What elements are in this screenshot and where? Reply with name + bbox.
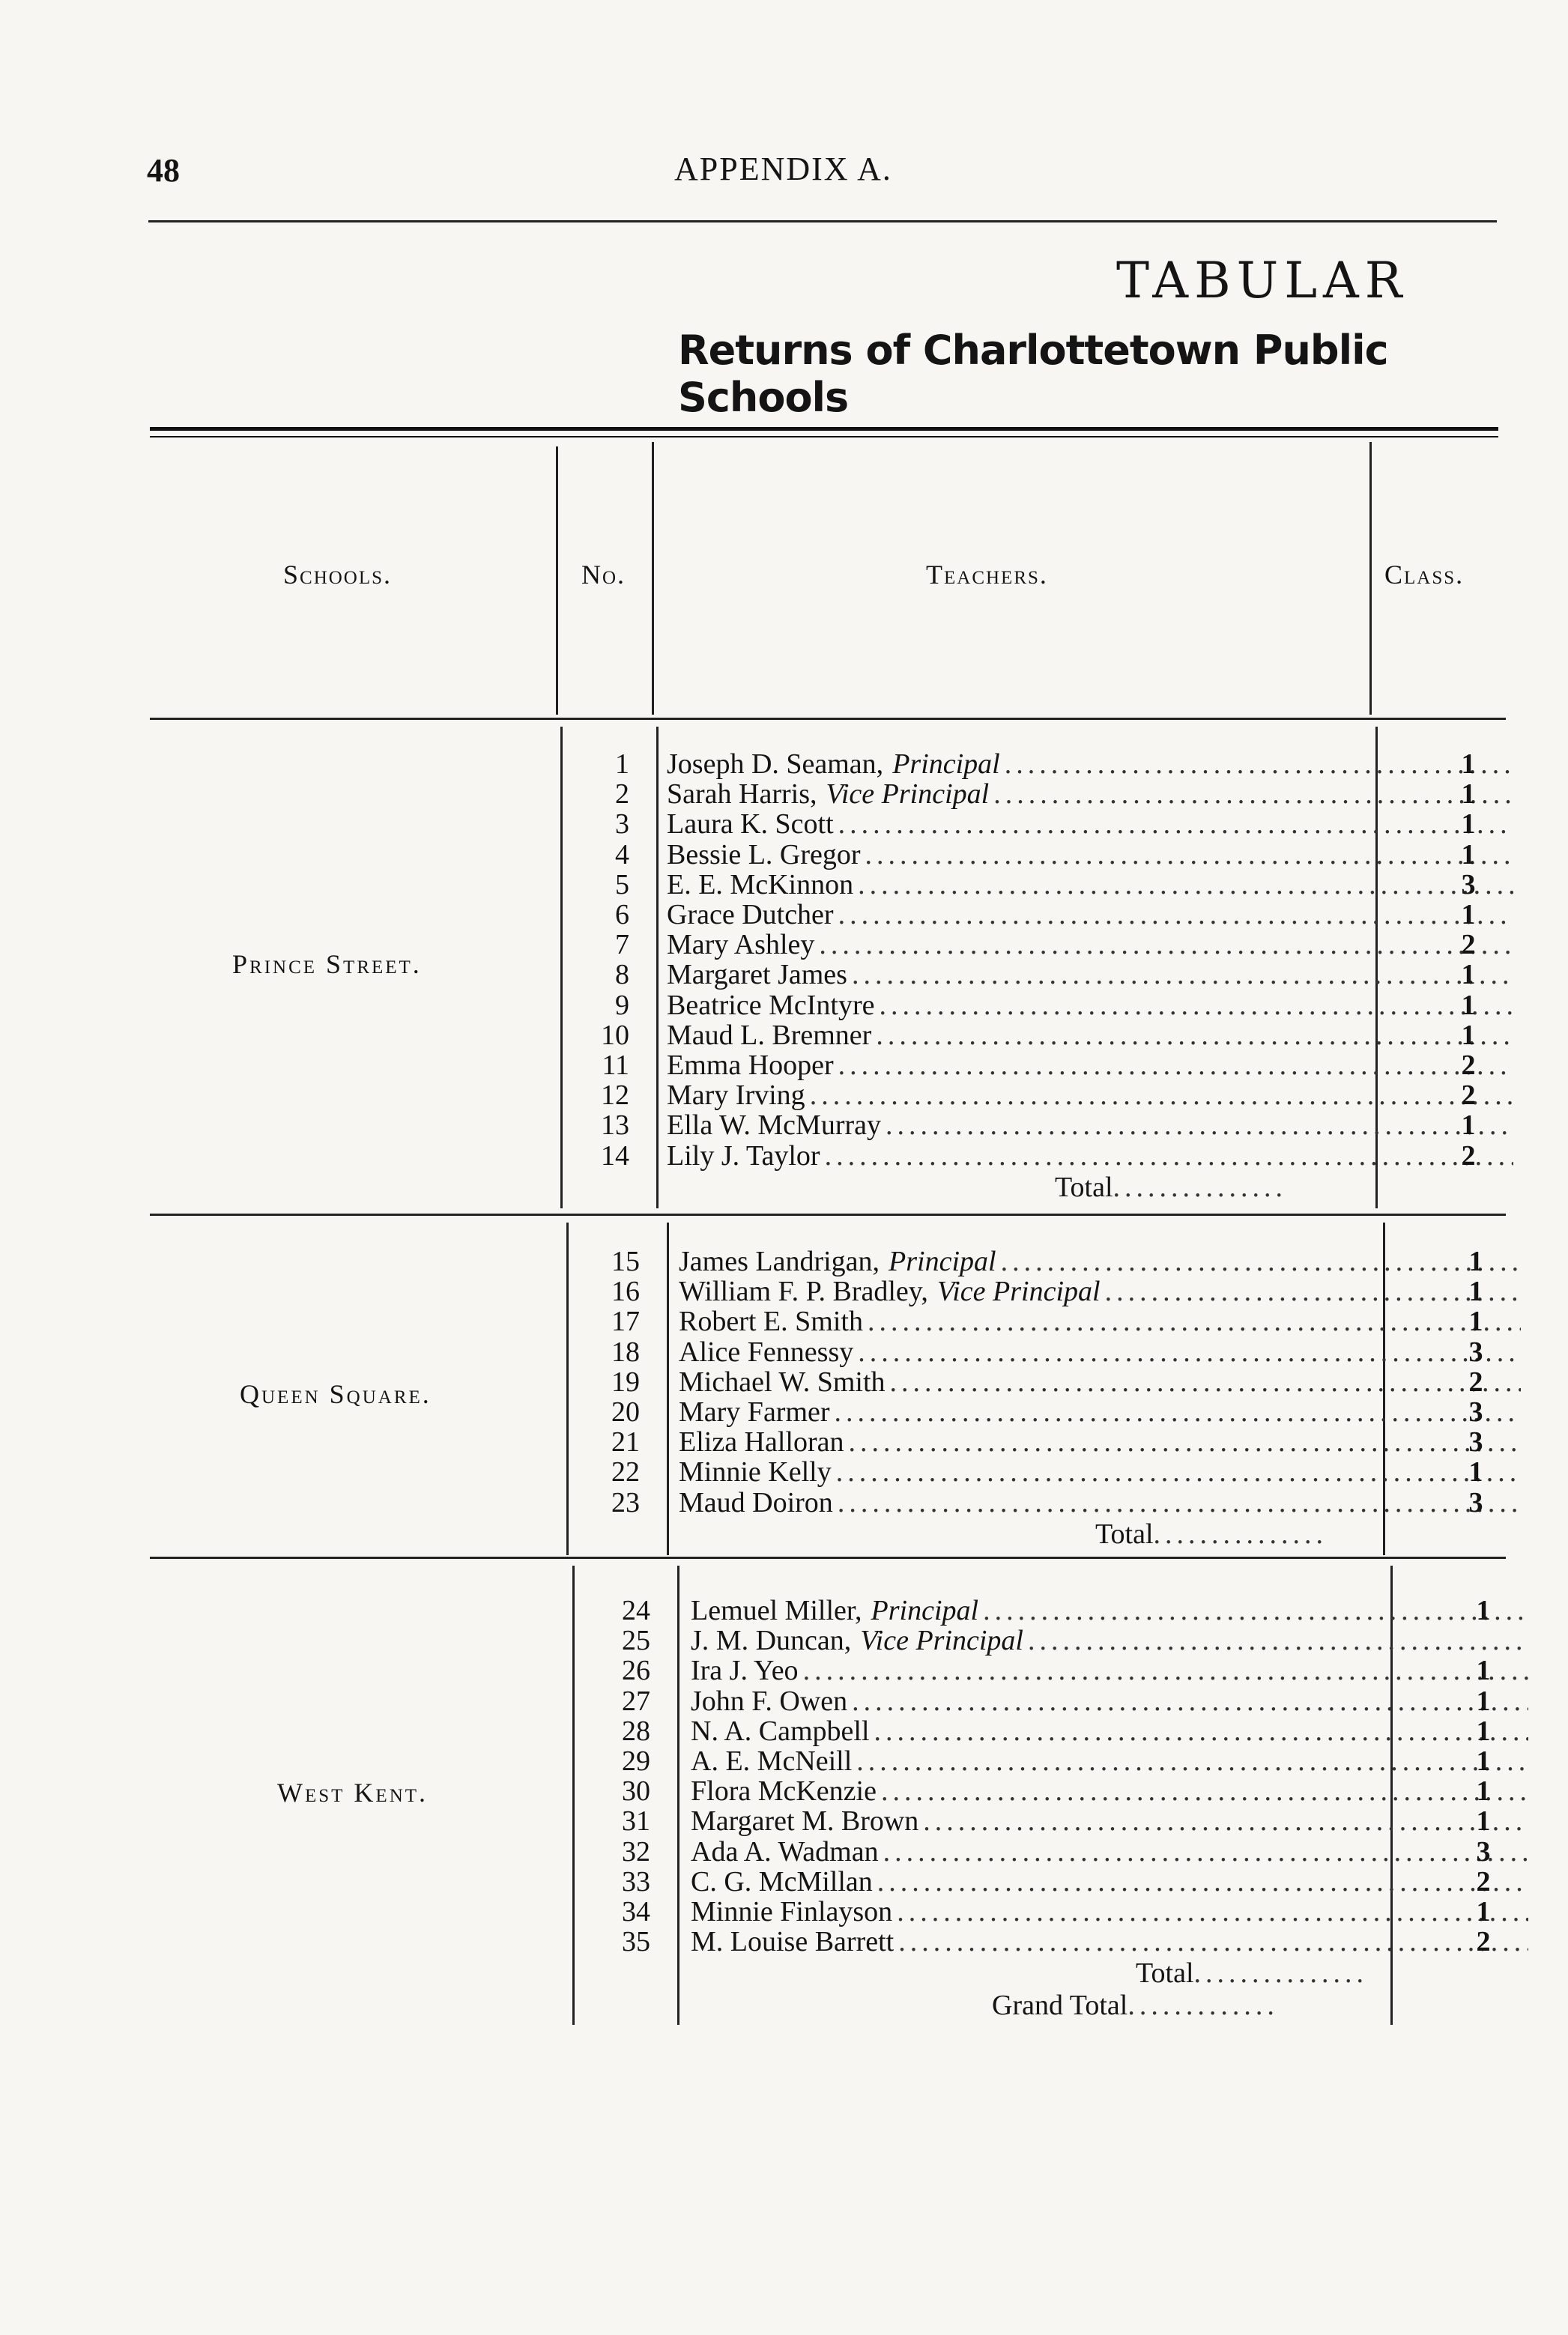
teacher-cell <box>691 1897 1528 1927</box>
leader-dots <box>830 1397 1521 1427</box>
table-row <box>150 960 1506 990</box>
row-number: 23 <box>611 1486 640 1518</box>
table-row <box>150 1776 1506 1806</box>
leader-dots <box>877 1776 1528 1806</box>
teacher-role: Principal <box>871 1596 979 1626</box>
teacher-cell <box>691 1746 1528 1776</box>
teacher-name: John F. Owen <box>691 1686 848 1716</box>
teacher-cell <box>667 960 1513 990</box>
leader-dots: ............... <box>1153 1518 1328 1550</box>
table-row <box>150 1276 1506 1306</box>
row-number: 21 <box>611 1426 640 1459</box>
teacher-name: Ira J. Yeo <box>691 1656 799 1686</box>
column-divider <box>1369 442 1372 715</box>
leader-dots <box>832 1457 1521 1487</box>
row-number: 4 <box>615 838 629 870</box>
table-row <box>150 900 1506 930</box>
class-value: 3 <box>1461 868 1476 900</box>
teacher-name: Minnie Finlayson <box>691 1897 893 1927</box>
teacher-name: Sarah Harris, <box>667 779 817 810</box>
table-row <box>150 1686 1506 1716</box>
class-value: 1 <box>1476 1896 1491 1927</box>
teacher-cell <box>667 1050 1513 1080</box>
teacher-cell <box>679 1306 1521 1336</box>
teacher-cell <box>679 1488 1521 1518</box>
teacher-role: Principal <box>889 1247 996 1276</box>
teacher-cell <box>667 900 1513 930</box>
table-top-rule-inner <box>150 436 1498 437</box>
teacher-cell <box>667 809 1513 839</box>
teacher-cell <box>691 1927 1528 1957</box>
row-number: 3 <box>615 808 629 841</box>
teacher-cell <box>679 1427 1521 1457</box>
teacher-name: N. A. Campbell <box>691 1715 870 1746</box>
row-number: 2 <box>615 778 629 811</box>
leader-dots <box>834 900 1513 930</box>
leader-dots <box>847 1686 1528 1716</box>
class-value: 3 <box>1468 1486 1483 1518</box>
table-row <box>150 749 1506 779</box>
leader-dots <box>1023 1626 1528 1656</box>
teacher-cell <box>691 1806 1528 1836</box>
teacher-cell <box>679 1457 1521 1487</box>
row-number: 22 <box>611 1456 640 1488</box>
row-number: 1 <box>615 748 629 780</box>
teacher-name: Ada A. Wadman <box>691 1836 879 1867</box>
leader-dots <box>870 1716 1528 1746</box>
row-number: 6 <box>615 899 629 930</box>
teacher-name: Robert E. Smith <box>679 1306 863 1337</box>
column-divider <box>652 442 654 715</box>
teacher-name: Minnie Kelly <box>679 1457 832 1488</box>
table-row <box>150 1746 1506 1776</box>
section-1 <box>150 1214 1506 1563</box>
teacher-name: Flora McKenzie <box>691 1776 877 1807</box>
teacher-cell <box>691 1776 1528 1806</box>
class-value: 3 <box>1468 1426 1483 1459</box>
leader-dots <box>871 1020 1513 1050</box>
table-row <box>150 1050 1506 1080</box>
column-header-class: Class. <box>1384 560 1465 590</box>
table-row <box>150 1080 1506 1110</box>
table-row <box>150 809 1506 839</box>
table-row <box>150 1306 1506 1336</box>
teacher-name: Bessie L. Gregor <box>667 839 861 870</box>
leader-dots <box>852 1746 1528 1776</box>
teacher-cell <box>679 1367 1521 1397</box>
class-value: 1 <box>1476 1805 1491 1838</box>
leader-dots <box>834 809 1513 839</box>
total-label: Total <box>1095 1518 1154 1550</box>
leader-dots <box>814 930 1513 960</box>
grand-total-label: Grand Total <box>992 1989 1128 2021</box>
table-row <box>150 1020 1506 1050</box>
leader-dots: ............. <box>1127 1989 1279 2021</box>
class-value: 1 <box>1461 1109 1476 1142</box>
table-subtitle: Returns of Charlottetown Public Schools <box>678 327 1388 421</box>
column-divider <box>556 446 558 715</box>
teacher-role: Principal <box>892 749 1000 779</box>
leader-dots <box>805 1080 1513 1110</box>
leader-dots <box>820 1141 1513 1171</box>
row-number: 9 <box>615 989 629 1021</box>
section-2 <box>150 1557 1506 2032</box>
class-value: 1 <box>1461 1019 1476 1051</box>
row-number: 13 <box>601 1109 629 1142</box>
class-value: 3 <box>1476 1835 1491 1868</box>
teacher-name: Michael W. Smith <box>679 1366 886 1397</box>
leader-dots <box>863 1306 1521 1336</box>
row-number: 32 <box>622 1835 650 1868</box>
teacher-name: E. E. McKinnon <box>667 869 854 900</box>
teacher-cell <box>667 1020 1513 1050</box>
leader-dots <box>886 1367 1522 1397</box>
row-number: 33 <box>622 1865 650 1898</box>
leader-dots <box>879 1837 1528 1867</box>
leader-dots <box>853 870 1513 900</box>
section-rule <box>150 1557 1506 1559</box>
row-number: 35 <box>622 1926 650 1958</box>
row-number: 11 <box>602 1050 629 1081</box>
table-row <box>150 1427 1506 1457</box>
column-header-schools: Schools. <box>283 560 393 590</box>
table-row <box>150 1716 1506 1746</box>
teacher-cell <box>691 1716 1528 1746</box>
section-rule <box>150 1214 1506 1216</box>
table-row <box>150 1806 1506 1836</box>
leader-dots <box>873 1867 1528 1897</box>
class-value: 1 <box>1476 1685 1491 1717</box>
teacher-cell <box>691 1656 1528 1686</box>
row-number: 14 <box>601 1139 629 1172</box>
class-value: 1 <box>1468 1276 1483 1308</box>
total-label: Total <box>1055 1171 1113 1203</box>
table-row <box>150 1247 1506 1276</box>
leader-dots <box>894 1927 1528 1957</box>
table-row <box>150 1837 1506 1867</box>
row-number: 27 <box>622 1685 650 1717</box>
class-value: 2 <box>1461 1139 1476 1172</box>
row-number: 15 <box>611 1246 640 1277</box>
leader-dots <box>799 1656 1528 1686</box>
row-number: 10 <box>601 1019 629 1051</box>
class-value: 1 <box>1468 1456 1483 1488</box>
row-number: 8 <box>615 959 629 991</box>
class-value: 1 <box>1461 959 1476 991</box>
teacher-name: J. M. Duncan, <box>691 1626 852 1656</box>
row-number: 25 <box>622 1625 650 1657</box>
leader-dots <box>833 1488 1521 1518</box>
table-row <box>150 1626 1506 1656</box>
leader-dots <box>918 1806 1528 1836</box>
table-row <box>150 1656 1506 1686</box>
teacher-name: Lily J. Taylor <box>667 1140 820 1171</box>
teacher-name: Joseph D. Seaman, <box>667 749 884 779</box>
teacher-name: Alice Fennessy <box>679 1336 854 1367</box>
teacher-name: Laura K. Scott <box>667 809 834 840</box>
teacher-name: A. E. McNeill <box>691 1746 853 1776</box>
leader-dots <box>861 840 1513 870</box>
row-number: 12 <box>601 1079 629 1112</box>
table-row <box>150 779 1506 809</box>
teacher-name: M. Louise Barrett <box>691 1927 895 1957</box>
class-value: 1 <box>1476 1655 1491 1687</box>
table-row <box>150 930 1506 960</box>
leader-dots <box>847 960 1513 990</box>
teacher-name: Grace Dutcher <box>667 900 834 930</box>
row-number: 24 <box>622 1595 650 1626</box>
leader-dots <box>853 1337 1521 1367</box>
table-row <box>150 1110 1506 1140</box>
table-row <box>150 1596 1506 1626</box>
teacher-name: Maud Doiron <box>679 1487 833 1518</box>
teacher-cell <box>667 1110 1513 1140</box>
teacher-role: Vice Principal <box>826 779 990 810</box>
section-0 <box>150 718 1506 1216</box>
class-value: 2 <box>1476 1926 1491 1958</box>
table-row <box>150 1897 1506 1927</box>
class-value: 2 <box>1476 1865 1491 1898</box>
teacher-name: William F. P. Bradley, <box>679 1276 928 1307</box>
teacher-cell <box>667 1080 1513 1110</box>
row-number: 5 <box>615 868 629 900</box>
running-head: APPENDIX A. <box>674 151 892 187</box>
teacher-cell <box>691 1596 1528 1626</box>
class-value: 1 <box>1468 1246 1483 1277</box>
section-total <box>1055 1172 1287 1202</box>
grand-total <box>992 1990 1279 2020</box>
teacher-role: Vice Principal <box>860 1626 1023 1656</box>
table-row <box>150 990 1506 1020</box>
page-number: 48 <box>147 152 180 189</box>
class-value: 1 <box>1468 1306 1483 1338</box>
table-row <box>150 1867 1506 1897</box>
teacher-cell <box>679 1337 1521 1367</box>
teacher-cell <box>667 1141 1513 1171</box>
class-value: 1 <box>1476 1775 1491 1808</box>
table-row <box>150 1141 1506 1171</box>
class-value: 1 <box>1461 748 1476 780</box>
teacher-cell <box>691 1686 1528 1716</box>
teacher-name: Lemuel Miller, <box>691 1596 862 1626</box>
table-title: TABULAR <box>1116 252 1408 309</box>
row-number: 26 <box>622 1655 650 1687</box>
leader-dots <box>892 1897 1528 1927</box>
leader-dots: ............... <box>1113 1171 1288 1203</box>
header-rule <box>148 220 1497 222</box>
table-row <box>150 1397 1506 1427</box>
class-value: 2 <box>1468 1366 1483 1398</box>
teacher-cell <box>691 1626 1528 1656</box>
section-total <box>1136 1958 1368 1988</box>
teacher-name: Mary Farmer <box>679 1397 830 1427</box>
table-row <box>150 840 1506 870</box>
leader-dots <box>881 1110 1513 1140</box>
class-value: 1 <box>1461 899 1476 930</box>
class-value: 2 <box>1461 1079 1476 1112</box>
row-number: 19 <box>611 1366 640 1398</box>
teacher-name: Eliza Halloran <box>679 1427 844 1458</box>
leader-dots <box>874 990 1513 1020</box>
class-value: 1 <box>1461 989 1476 1021</box>
teacher-name: Margaret James <box>667 960 847 990</box>
leader-dots: ............... <box>1193 1957 1369 1990</box>
row-number: 18 <box>611 1336 640 1368</box>
teacher-cell <box>679 1276 1521 1306</box>
teacher-name: Margaret M. Brown <box>691 1806 919 1837</box>
class-value: 3 <box>1468 1396 1483 1428</box>
row-number: 31 <box>622 1805 650 1838</box>
class-value: 1 <box>1476 1595 1491 1626</box>
teacher-cell <box>667 870 1513 900</box>
column-header-teachers: Teachers. <box>926 560 1048 590</box>
class-value: 1 <box>1476 1715 1491 1747</box>
teacher-cell <box>691 1867 1528 1897</box>
teacher-cell <box>679 1247 1521 1276</box>
teacher-name: Maud L. Bremner <box>667 1020 872 1050</box>
row-number: 28 <box>622 1715 650 1747</box>
class-value: 1 <box>1461 778 1476 811</box>
leader-dots <box>834 1050 1513 1080</box>
total-label: Total <box>1136 1957 1194 1990</box>
class-value: 2 <box>1461 1050 1476 1081</box>
row-number: 29 <box>622 1745 650 1777</box>
section-rule <box>150 718 1506 720</box>
table-row <box>150 870 1506 900</box>
class-value: 1 <box>1476 1745 1491 1777</box>
row-number: 16 <box>611 1276 640 1308</box>
school-name: West Kent. <box>277 1778 429 1808</box>
teacher-name: C. G. McMillan <box>691 1866 873 1897</box>
class-value: 2 <box>1461 929 1476 961</box>
leader-dots <box>844 1427 1521 1457</box>
column-header-no: No. <box>581 560 626 590</box>
teacher-cell <box>667 779 1513 809</box>
teacher-cell <box>667 749 1513 779</box>
row-number: 34 <box>622 1896 650 1927</box>
row-number: 7 <box>615 929 629 961</box>
teacher-cell <box>679 1397 1521 1427</box>
teacher-name: Mary Irving <box>667 1080 805 1111</box>
row-number: 30 <box>622 1775 650 1808</box>
table-row <box>150 1927 1506 1957</box>
class-value: 1 <box>1461 808 1476 841</box>
teacher-cell <box>667 930 1513 960</box>
teacher-name: James Landrigan, <box>679 1247 880 1276</box>
table-row <box>150 1337 1506 1367</box>
teacher-cell <box>667 840 1513 870</box>
school-name: Prince Street. <box>232 949 422 979</box>
teacher-name: Ella W. McMurray <box>667 1110 882 1141</box>
row-number: 20 <box>611 1396 640 1428</box>
school-name: Queen Square. <box>240 1379 432 1409</box>
table-row <box>150 1488 1506 1518</box>
class-value: 3 <box>1468 1336 1483 1368</box>
class-value: 1 <box>1461 838 1476 870</box>
teacher-name: Mary Ashley <box>667 930 815 960</box>
teacher-role: Vice Principal <box>936 1276 1101 1307</box>
section-total <box>1095 1519 1328 1549</box>
table-row <box>150 1457 1506 1487</box>
teacher-name: Beatrice McIntyre <box>667 990 875 1020</box>
table-row <box>150 1367 1506 1397</box>
teacher-cell <box>691 1837 1528 1867</box>
teacher-name: Emma Hooper <box>667 1050 834 1080</box>
table-top-rule <box>150 427 1498 431</box>
row-number: 17 <box>611 1306 640 1338</box>
teacher-cell <box>667 990 1513 1020</box>
